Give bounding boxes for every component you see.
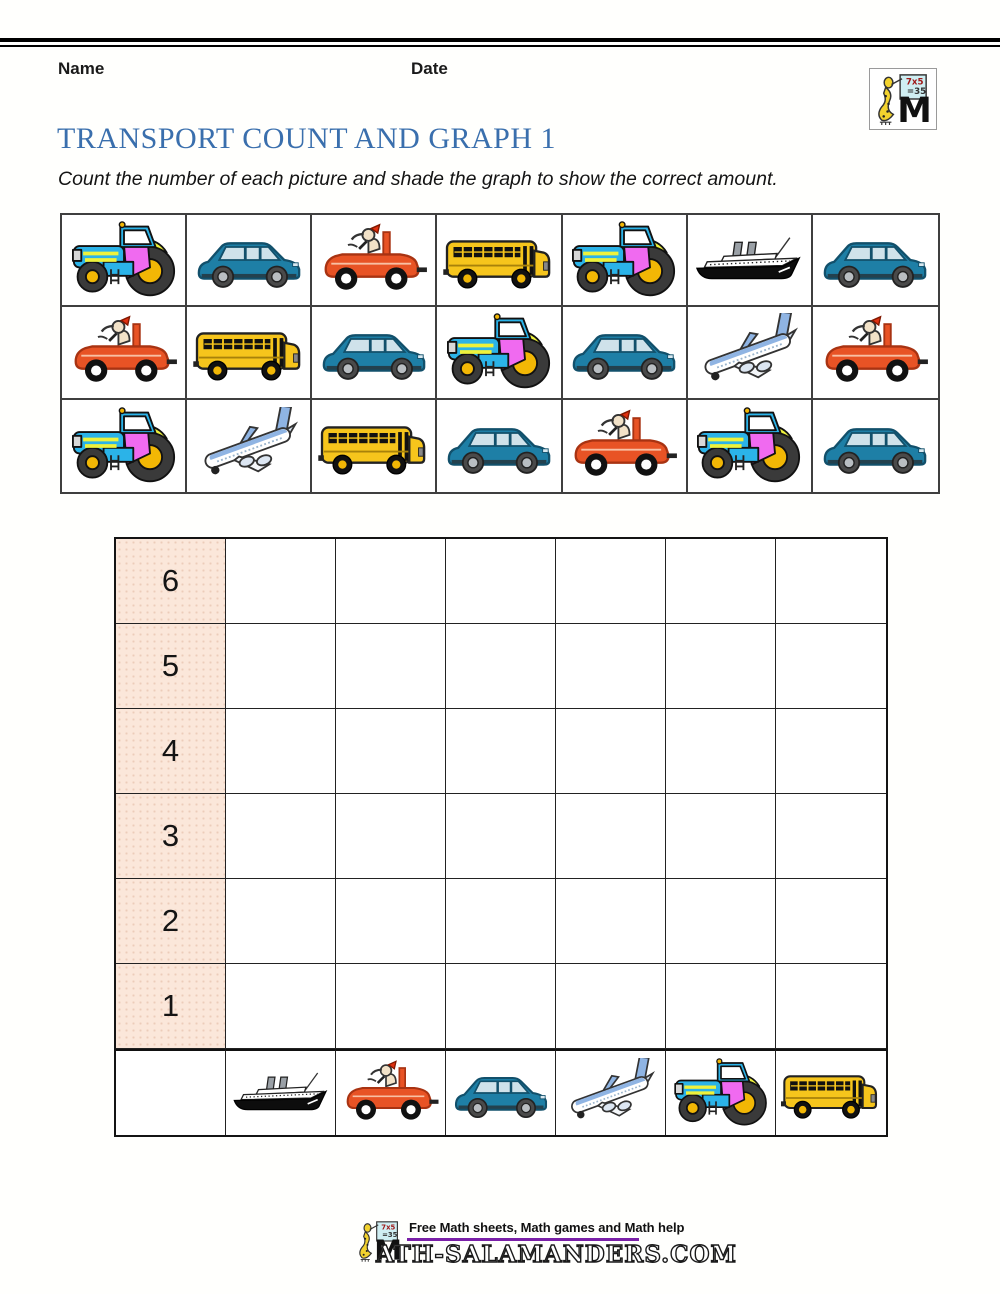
tractor-icon [68,221,180,299]
tractor-icon [693,407,805,485]
graph-cell-bus-row6[interactable] [776,539,886,624]
graph-cell-tractor-row6[interactable] [666,539,776,624]
suv-icon [568,313,680,391]
graph-cell-tractor-row4[interactable] [666,709,776,794]
graph-cell-ship-row3[interactable] [226,794,336,879]
airplane-icon [693,313,805,391]
graph-row-label-2: 2 [116,879,226,964]
red-car-icon [568,407,680,485]
graph-cell-suv-row5[interactable] [446,624,556,709]
picture-cell-r3-c5 [563,400,688,492]
graph-cell-tractor-row2[interactable] [666,879,776,964]
graph-cell-suv-row2[interactable] [446,879,556,964]
picture-cell-r1-c2 [187,215,312,307]
picture-cell-r3-c6 [688,400,813,492]
count-graph [114,537,888,1137]
graph-row-label-6: 6 [116,539,226,624]
picture-cell-r2-c5 [563,307,688,399]
school-bus-icon [193,313,305,391]
graph-cell-tractor-row1[interactable] [666,964,776,1049]
graph-cell-car-row6[interactable] [336,539,446,624]
graph-cell-plane-row3[interactable] [556,794,666,879]
graph-cell-bus-row2[interactable] [776,879,886,964]
graph-cell-ship-row6[interactable] [226,539,336,624]
graph-cell-bus-row3[interactable] [776,794,886,879]
graph-column-icon-cell-plane [556,1049,666,1135]
graph-column-icon-cell-bus [776,1049,886,1135]
red-car-icon [68,313,180,391]
graph-cell-car-row1[interactable] [336,964,446,1049]
graph-cell-car-row5[interactable] [336,624,446,709]
picture-cell-r3-c2 [187,400,312,492]
picture-cell-r2-c7 [813,307,938,399]
graph-cell-plane-row6[interactable] [556,539,666,624]
airplane-icon [561,1058,661,1128]
graph-cell-plane-row4[interactable] [556,709,666,794]
picture-cell-r3-c7 [813,400,938,492]
tractor-icon [568,221,680,299]
picture-cell-r1-c3 [312,215,437,307]
graph-cell-plane-row2[interactable] [556,879,666,964]
graph-column-icon-cell-car [336,1049,446,1135]
suv-icon [443,407,555,485]
graph-cell-ship-row2[interactable] [226,879,336,964]
suv-icon [193,221,305,299]
picture-cell-r3-c1 [62,400,187,492]
airplane-icon [193,407,305,485]
picture-cell-r1-c6 [688,215,813,307]
graph-cell-car-row2[interactable] [336,879,446,964]
red-car-icon [819,313,931,391]
footer-site-name: ATH-SALAMANDERS.COM [376,1241,737,1268]
graph-corner-cell [116,1049,226,1135]
graph-row-label-4: 4 [116,709,226,794]
graph-cell-bus-row4[interactable] [776,709,886,794]
instruction-text: Count the number of each picture and shade the graph to show the correct amount. [58,168,778,190]
salamander-easel-icon [874,72,932,126]
graph-cell-car-row3[interactable] [336,794,446,879]
page-title: TRANSPORT COUNT AND GRAPH 1 [57,122,557,155]
school-bus-icon [443,221,555,299]
picture-cell-r3-c4 [437,400,562,492]
top-rule-thick [0,38,1000,42]
graph-row-label-3: 3 [116,794,226,879]
school-bus-icon [318,407,430,485]
graph-cell-plane-row1[interactable] [556,964,666,1049]
graph-cell-ship-row5[interactable] [226,624,336,709]
tractor-icon [671,1058,771,1128]
math-salamanders-logo [869,68,937,130]
graph-column-icon-cell-ship [226,1049,336,1135]
graph-cell-suv-row3[interactable] [446,794,556,879]
red-car-icon [318,221,430,299]
graph-cell-bus-row5[interactable] [776,624,886,709]
graph-cell-suv-row4[interactable] [446,709,556,794]
name-label: Name [58,59,105,78]
graph-cell-tractor-row5[interactable] [666,624,776,709]
picture-cell-r1-c5 [563,215,688,307]
footer-tagline: Free Math sheets, Math games and Math help [409,1220,685,1235]
ship-icon [693,221,805,299]
graph-cell-bus-row1[interactable] [776,964,886,1049]
suv-icon [819,407,931,485]
graph-cell-ship-row4[interactable] [226,709,336,794]
graph-cell-suv-row1[interactable] [446,964,556,1049]
top-rule-thin [0,45,1000,47]
picture-grid [60,213,940,494]
graph-row-label-1: 1 [116,964,226,1049]
suv-icon [318,313,430,391]
suv-icon [819,221,931,299]
picture-cell-r1-c1 [62,215,187,307]
graph-column-icon-cell-suv [446,1049,556,1135]
graph-cell-plane-row5[interactable] [556,624,666,709]
date-label: Date [411,59,448,78]
graph-cell-tractor-row3[interactable] [666,794,776,879]
tractor-icon [68,407,180,485]
graph-cell-ship-row1[interactable] [226,964,336,1049]
picture-cell-r1-c7 [813,215,938,307]
graph-row-label-5: 5 [116,624,226,709]
picture-cell-r2-c2 [187,307,312,399]
school-bus-icon [781,1058,881,1128]
picture-cell-r1-c4 [437,215,562,307]
graph-cell-car-row4[interactable] [336,709,446,794]
red-car-icon [341,1058,441,1128]
graph-column-icon-cell-tractor [666,1049,776,1135]
picture-cell-r2-c6 [688,307,813,399]
picture-cell-r2-c4 [437,307,562,399]
graph-cell-suv-row6[interactable] [446,539,556,624]
picture-cell-r3-c3 [312,400,437,492]
suv-icon [451,1058,551,1128]
picture-cell-r2-c3 [312,307,437,399]
picture-cell-r2-c1 [62,307,187,399]
tractor-icon [443,313,555,391]
ship-icon [231,1058,331,1128]
